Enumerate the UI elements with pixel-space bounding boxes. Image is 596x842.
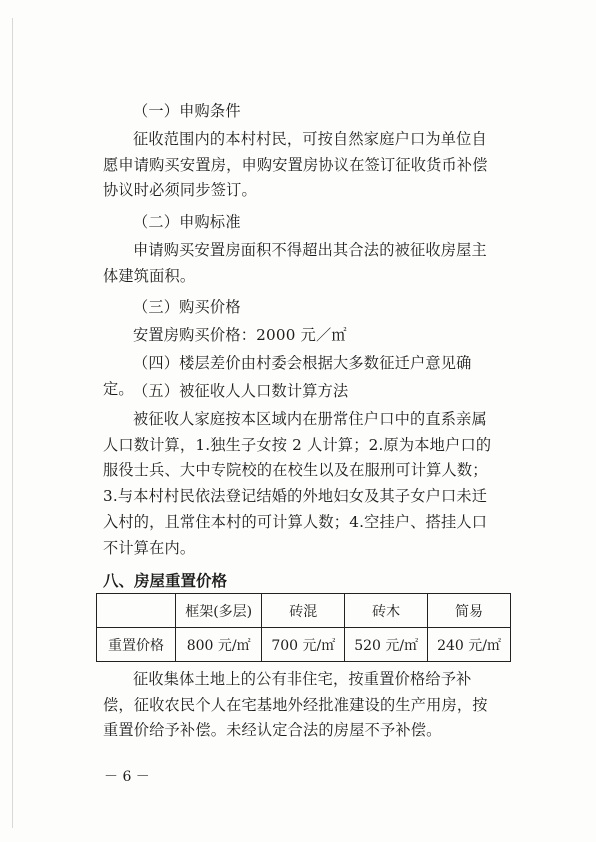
table-header-cell: 框架(多层): [176, 594, 262, 628]
paragraph-application-standard: 申请购买安置房面积不得超出其合法的被征收房屋主体建筑面积。: [103, 241, 487, 285]
table-header-cell: [97, 594, 176, 628]
subsection-heading-5: （五）被征收人人口数计算方法: [133, 382, 349, 400]
table-header-cell: 简易: [428, 594, 511, 628]
paragraph-floor-price-difference: （四）楼层差价由村委会根据大多数征迁户意见确定。: [103, 354, 472, 398]
table-cell: 520 元/㎡: [345, 628, 428, 662]
page-number: － 6 －: [104, 769, 150, 785]
table-cell: 240 元/㎡: [428, 628, 511, 662]
table-header-cell: 砖混: [262, 594, 345, 628]
subsection-heading-2: （二）申购标准: [133, 213, 241, 231]
table-header-cell: 砖木: [345, 594, 428, 628]
paragraph-population-calculation: 被征收人家庭按本区域内在册常住户口中的直系亲属人口数计算，1.独生子女按 2 人计算；2.原为本地户口的服役士兵、大中专院校的在校生以及在服刑可计算人数；3.与本村村民依法登记结婚的外地妇女及其子女户口未迁入村的，且常住本村的可计算人数；4.空挂户、搭挂人口不计算在内。: [103, 410, 492, 557]
subsection-heading-3: （三）购买价格: [133, 298, 241, 316]
table-cell: 800 元/㎡: [176, 628, 262, 662]
table-row: [97, 628, 511, 662]
paragraph-compensation-rules: 征收集体土地上的公有非住宅，按重置价格给予补偿，征收农民个人在宅基地外经批准建设的生产用房，按重置价给予补偿。未经认定合法的房屋不予补偿。: [103, 670, 488, 740]
reset-price-table: [96, 593, 511, 662]
table-cell: 700 元/㎡: [262, 628, 345, 662]
section-heading-reset-price: 八、房屋重置价格: [103, 572, 228, 590]
paragraph-purchase-price: 安置房购买价格：2000 元／㎡: [133, 326, 347, 344]
table-header-row: [97, 594, 511, 628]
paragraph-application-conditions: 征收范围内的本村村民，可按自然家庭户口为单位自愿申请购买安置房，申购安置房协议在签订征收货币补偿协议时必须同步签订。: [103, 130, 488, 200]
subsection-heading-1: （一）申购条件: [133, 102, 241, 120]
table-cell: 重置价格: [97, 628, 176, 662]
binding-line: [12, 18, 13, 828]
